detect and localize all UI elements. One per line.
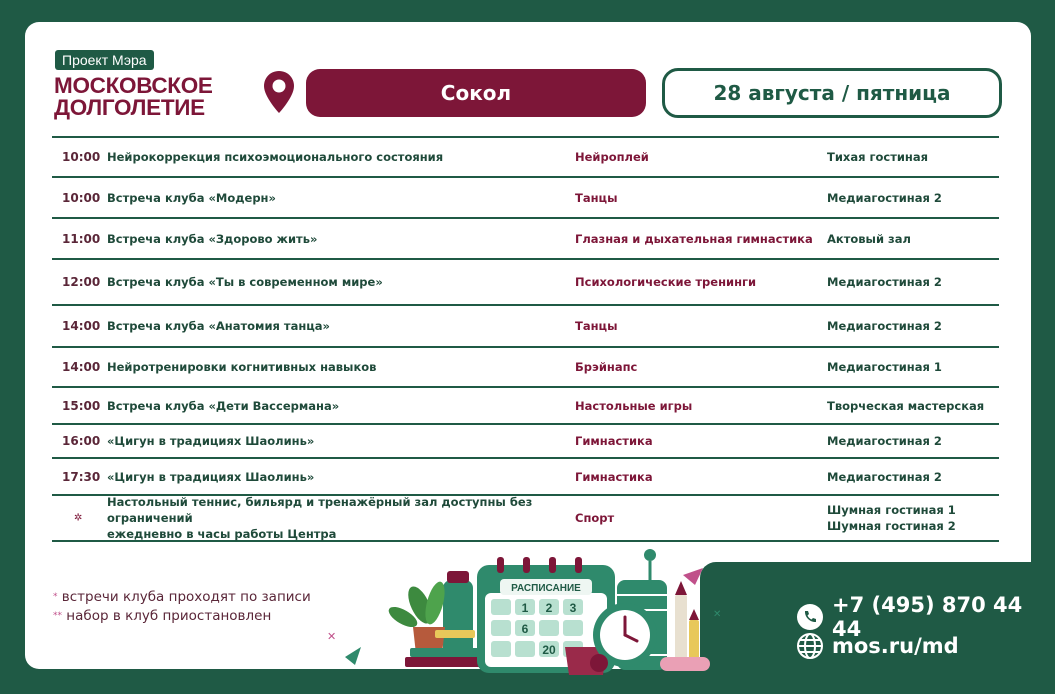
event-room: Творческая мастерская: [827, 398, 985, 413]
footnote-mark: **: [53, 611, 62, 621]
calendar-number: 1: [521, 601, 529, 615]
phone-number[interactable]: +7 (495) 870 44 44: [832, 593, 1023, 641]
event-room: Медиагостиная 2: [827, 434, 942, 448]
schedule-illustration: [325, 535, 735, 680]
table-row: [52, 260, 999, 306]
footnote-text: встречи клуба проходят по записи: [61, 589, 311, 605]
event-room: Медиагостиная 1: [827, 360, 942, 374]
event-title: Встреча клуба «Анатомия танца»: [107, 319, 330, 333]
event-title: Встреча клуба «Здорово жить»: [107, 231, 318, 246]
event-category: Гимнастика: [575, 469, 653, 484]
brand-line2: ДОЛГОЛЕТИЕ: [54, 95, 205, 120]
footnote: [53, 588, 311, 607]
svg-text:✕: ✕: [713, 609, 722, 620]
event-room: Тихая гостиная: [827, 150, 929, 164]
event-room: Актовый зал: [827, 231, 911, 246]
event-category: Гимнастика: [575, 434, 653, 448]
event-time: 10:00: [62, 150, 101, 164]
event-room: Медиагостиная 2: [827, 190, 942, 205]
brand-line1: МОСКОВСКОЕ: [54, 73, 213, 98]
footnotes: [53, 588, 311, 626]
date-label: 28 августа / пятница: [662, 68, 1002, 118]
event-time: 14:00: [62, 360, 101, 374]
calendar-title: РАСПИСАНИЕ: [511, 583, 581, 594]
footnote-mark: *: [53, 592, 58, 602]
table-row: [52, 138, 999, 178]
event-category: Танцы: [575, 319, 618, 333]
event-room: Медиагостиная 2: [827, 469, 942, 484]
calendar-number: 20: [542, 643, 556, 657]
svg-text:✕: ✕: [327, 630, 337, 643]
event-category: Брэйнапс: [575, 360, 638, 374]
table-row: [52, 306, 999, 348]
event-title: Встреча клуба «Модерн»: [107, 190, 276, 205]
brand-tag: Проект Мэра: [55, 50, 154, 70]
event-room: Медиагостиная 2: [827, 319, 942, 333]
brand-logo: [54, 75, 213, 119]
event-room: Медиагостиная 2: [827, 275, 942, 289]
event-category: Глазная и дыхательная гимнастика: [575, 231, 813, 246]
phone-icon: [796, 603, 824, 631]
calendar-number: 6: [521, 622, 529, 636]
event-title: «Цигун в традициях Шаолинь»: [107, 434, 315, 448]
schedule-table: [52, 136, 999, 542]
globe-icon: [796, 632, 824, 660]
event-title: Нейрокоррекция психоэмоционального состояния: [107, 150, 444, 164]
event-title: Нейротренировки когнитивных навыков: [107, 360, 377, 374]
event-room: [827, 502, 956, 534]
event-category: Настольные игры: [575, 398, 693, 413]
footnote: [53, 607, 311, 626]
event-time: 11:00: [62, 231, 101, 246]
event-time: 10:00: [62, 190, 101, 205]
event-title: «Цигун в традициях Шаолинь»: [107, 469, 315, 484]
event-room-line: Шумная гостиная 2: [827, 519, 956, 533]
calendar-number: 3: [569, 601, 577, 615]
table-row: [52, 219, 999, 260]
table-row: [52, 388, 999, 425]
event-category: Танцы: [575, 190, 618, 205]
event-room-line: Шумная гостиная 1: [827, 503, 956, 517]
event-category: Спорт: [575, 511, 615, 525]
event-time: 17:30: [62, 469, 101, 484]
event-title: Встреча клуба «Ты в современном мире»: [107, 275, 383, 289]
location-name: Сокол: [306, 69, 646, 117]
footnote-text: набор в клуб приостановлен: [66, 608, 272, 624]
table-row: [52, 348, 999, 388]
website-link[interactable]: mos.ru/md: [832, 634, 959, 658]
table-row: [52, 178, 999, 219]
event-title: Встреча клуба «Дети Вассермана»: [107, 398, 340, 413]
event-time: 15:00: [62, 398, 101, 413]
asterisk-icon: ✲: [74, 512, 83, 524]
event-title-line: Настольный теннис, бильярд и тренажёрный зал доступны без ограничений: [107, 495, 533, 525]
location-pin-icon: [262, 69, 296, 115]
event-category: Психологические тренинги: [575, 275, 757, 289]
event-time: 16:00: [62, 434, 101, 448]
calendar-number: 2: [545, 601, 553, 615]
table-row: [52, 459, 999, 496]
event-time: 14:00: [62, 319, 101, 333]
table-row: [52, 425, 999, 459]
site-contact: [796, 632, 959, 660]
event-category: Нейроплей: [575, 150, 649, 164]
event-time: 12:00: [62, 275, 101, 289]
event-title-line: ежедневно в часы работы Центра: [107, 527, 337, 541]
